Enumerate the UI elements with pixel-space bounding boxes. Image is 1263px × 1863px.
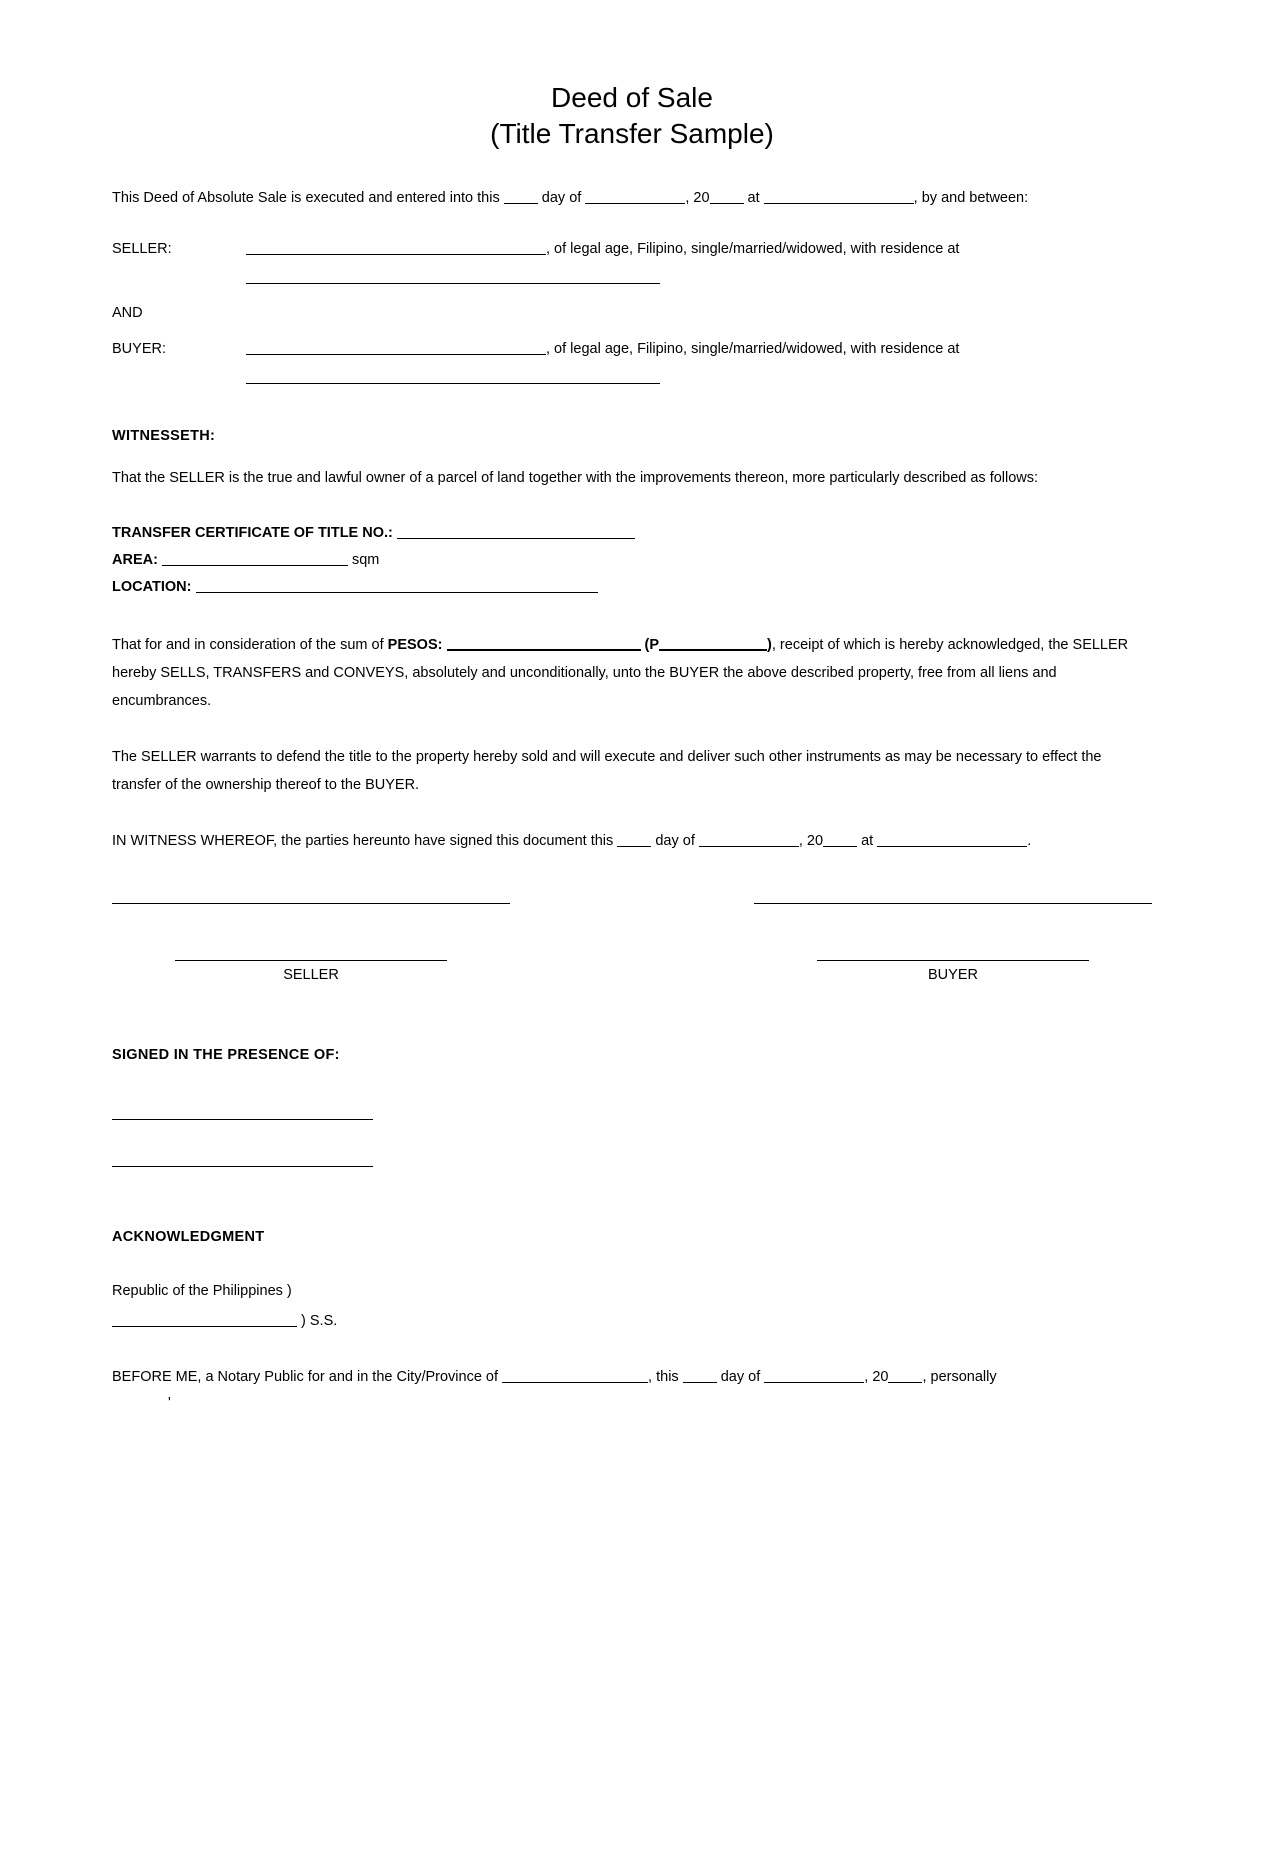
warranty-paragraph: The SELLER warrants to defend the title to the property hereby sold and will execute and deliver such other instruments as may be necessary to effect the transfer of the ownership thereof to the BUYER. [112, 749, 1102, 793]
blank-day-intro[interactable] [504, 189, 538, 204]
area-line [112, 547, 1152, 574]
tct-line [112, 520, 1152, 547]
seller-body [246, 236, 1152, 284]
acknowledgment-republic-line: Republic of the Philippines ) [112, 1283, 292, 1299]
before-me-text-1: BEFORE ME, a Notary Public for and in the City/Province of [112, 1369, 499, 1385]
pesos-label: PESOS: [387, 637, 443, 653]
iww-text-5: . [1027, 833, 1032, 849]
witnesseth-heading: WITNESSETH: [112, 428, 216, 444]
tct-label: TRANSFER CERTIFICATE OF TITLE NO.: [112, 525, 393, 541]
acknowledgment-heading: ACKNOWLEDGMENT [112, 1229, 265, 1245]
consideration-lead: That for and in consideration of the sum of [112, 637, 384, 653]
acknowledgment-before-me [112, 1363, 1152, 1391]
intro-paragraph [112, 184, 1152, 212]
blank-pesos-figures[interactable] [659, 636, 767, 651]
and-separator: AND [112, 305, 143, 321]
before-me-text-2: , this [648, 1369, 679, 1385]
consideration-rest: , receipt of which is hereby acknowledged, the SELLER hereby SELLS, TRANSFERS and CONVEYS, absolutely and unconditionally, unto the BUYER the above described property, free from all liens and encumbrances. [112, 637, 1129, 709]
iww-text-1: IN WITNESS WHEREOF, the parties hereunto have signed this document this [112, 833, 614, 849]
document-sheet [112, 0, 1152, 1413]
consideration-paragraph [112, 631, 1152, 715]
peso-amount-open: (P [644, 637, 660, 653]
seller-signature-block [112, 960, 510, 987]
blank-tct-number[interactable] [397, 524, 635, 539]
property-details [112, 520, 1152, 601]
in-witness-whereof-paragraph [112, 827, 1152, 855]
blank-location-value[interactable] [196, 578, 598, 593]
buyer-label: BUYER: [112, 341, 166, 357]
iww-text-2: day of [655, 833, 695, 849]
intro-text-1: This Deed of Absolute Sale is executed and entered into this [112, 190, 500, 206]
blank-year-notary[interactable] [888, 1368, 922, 1383]
blank-seller-address[interactable] [246, 264, 660, 284]
seller-descriptor: , of legal age, Filipino, single/married/widowed, with residence at [546, 241, 960, 257]
witness-line-2[interactable] [112, 1166, 373, 1167]
blank-seller-name[interactable] [246, 240, 546, 255]
iww-text-4: at [861, 833, 874, 849]
location-line [112, 574, 1152, 601]
seller-row [112, 236, 1152, 284]
area-unit: sqm [351, 552, 380, 568]
intro-text-4: at [747, 190, 760, 206]
location-label: LOCATION: [112, 579, 192, 595]
blank-day-notary[interactable] [683, 1368, 717, 1383]
blank-place-intro[interactable] [764, 189, 914, 204]
blank-buyer-name[interactable] [246, 340, 546, 355]
page-title [112, 80, 1152, 152]
buyer-signature-block [754, 960, 1152, 987]
buyer-body [246, 336, 1152, 384]
blank-buyer-address[interactable] [246, 364, 660, 384]
before-me-text-5: , personally [922, 1369, 997, 1385]
title-line-2: (Title Transfer Sample) [490, 118, 774, 149]
buyer-signature-caption: BUYER [928, 967, 978, 983]
blank-month-iww[interactable] [699, 832, 799, 847]
buyer-name-rule[interactable] [817, 960, 1089, 961]
blank-day-iww[interactable] [617, 832, 651, 847]
blank-year-intro[interactable] [710, 189, 744, 204]
blank-notary-city[interactable] [502, 1368, 648, 1383]
intro-text-2: day of [541, 190, 582, 206]
witnesseth-recital: That the SELLER is the true and lawful owner of a parcel of land together with the improvements thereon, more particularly described as follows: [112, 470, 1039, 486]
signature-rule-right[interactable] [754, 903, 1152, 904]
acknowledgment-ss-line [112, 1307, 1152, 1335]
blank-year-iww[interactable] [823, 832, 857, 847]
buyer-descriptor: , of legal age, Filipino, single/married/widowed, with residence at [546, 341, 960, 357]
witness-line-1[interactable] [112, 1119, 373, 1120]
title-line-1: Deed of Sale [551, 82, 713, 113]
peso-amount-close: ) [767, 637, 772, 653]
intro-text-5: , by and between: [913, 190, 1029, 206]
blank-month-intro[interactable] [585, 189, 685, 204]
signature-top-rules [112, 903, 1152, 904]
blank-month-notary[interactable] [764, 1368, 864, 1383]
ss-suffix: ) S.S. [301, 1313, 338, 1329]
seller-name-rule[interactable] [175, 960, 447, 961]
seller-signature-caption: SELLER [283, 967, 339, 983]
iww-text-3: , 20 [798, 833, 824, 849]
stray-apostrophe-mark: ' [168, 1395, 171, 1411]
area-label: AREA: [112, 552, 158, 568]
signature-name-blocks [112, 960, 1152, 987]
signed-in-presence-heading: SIGNED IN THE PRESENCE OF: [112, 1047, 340, 1063]
buyer-row [112, 336, 1152, 384]
blank-ss-province[interactable] [112, 1312, 297, 1327]
blank-place-iww[interactable] [877, 832, 1027, 847]
before-me-text-3: day of [720, 1369, 761, 1385]
seller-label: SELLER: [112, 241, 172, 257]
before-me-text-4: , 20 [864, 1369, 889, 1385]
blank-pesos-words[interactable] [447, 636, 641, 651]
signature-rule-left[interactable] [112, 903, 510, 904]
blank-area-value[interactable] [162, 551, 348, 566]
intro-text-3: , 20 [685, 190, 710, 206]
